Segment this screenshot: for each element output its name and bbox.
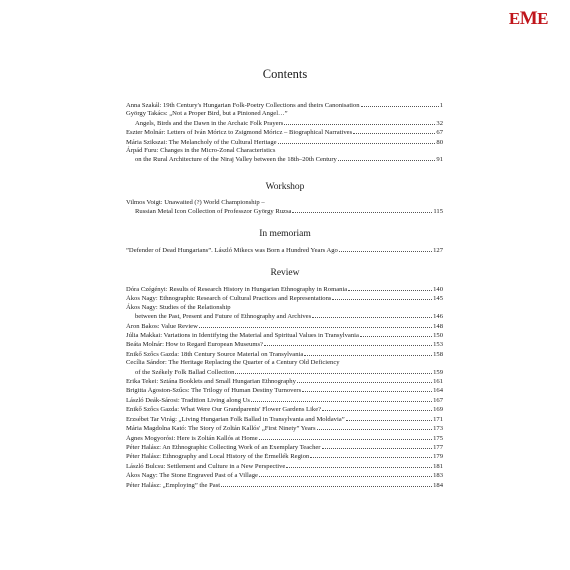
dot-leader — [361, 101, 439, 107]
dot-leader — [353, 128, 435, 134]
toc-page-number: 169 — [433, 406, 443, 414]
toc-entry[interactable] — [126, 405, 443, 414]
dot-leader — [221, 481, 432, 487]
toc-main-section — [126, 101, 443, 165]
toc-page-number: 171 — [433, 415, 443, 423]
toc-page-number: 159 — [433, 368, 443, 376]
toc-entry-text: ”Defender of Dead Hungarians”. László Mikecs was Born a Hundred Years Ago — [126, 247, 338, 254]
toc-entry-text: Áron Bakos: Value Review — [126, 322, 198, 330]
dot-leader — [312, 312, 432, 318]
dot-leader — [317, 424, 433, 430]
toc-entry[interactable] — [126, 377, 443, 386]
toc-page-number: 184 — [433, 481, 443, 489]
toc-entry[interactable] — [126, 434, 443, 443]
dot-leader — [278, 138, 436, 144]
toc-page-number: 183 — [433, 472, 443, 480]
toc-page-number: 179 — [433, 453, 443, 461]
dot-leader — [310, 452, 432, 458]
section-title-memoriam: In memoriam — [259, 229, 311, 239]
toc-entry-text: Russian Metal Icon Collection of Professzor György Ruzsa — [135, 208, 292, 216]
toc-page-number: 150 — [433, 332, 443, 340]
toc-entry-text: Erika Tekei: Sztána Booklets and Small Hungarian Ethnography — [126, 378, 296, 386]
toc-entry[interactable] — [126, 340, 443, 349]
toc-entry[interactable] — [126, 110, 443, 128]
toc-entry[interactable] — [126, 415, 443, 424]
toc-entry-text: Ágnes Mogyorósi: Here is Zoltán Kallós at Home — [126, 434, 258, 442]
toc-entry-text: Ákos Nagy: Ethnographic Research of Cultural Practices and Representations — [126, 295, 332, 303]
dot-leader — [292, 207, 432, 213]
toc-page-number: 146 — [433, 313, 443, 321]
dot-leader — [259, 434, 432, 440]
dot-leader — [284, 119, 435, 125]
toc-entry-text: Mária Magdolna Kató: The Story of Zoltán Kallós' „First Ninety” Years — [126, 425, 316, 433]
toc-entry[interactable] — [126, 386, 443, 395]
toc-entry-text: Beáta Molnár: How to Regard European Museums? — [126, 341, 263, 349]
toc-entry-text: Péter Halász: „Employing” the Past — [126, 481, 221, 489]
dot-leader — [302, 386, 432, 392]
toc-entry-text: Árpád Furu: Changes in the Micro-Zonal Characteristics — [126, 147, 276, 155]
toc-page-number: 145 — [433, 295, 443, 303]
toc-entry[interactable] — [126, 471, 443, 480]
toc-page-number: 158 — [433, 350, 443, 358]
toc-entry-text: Ákos Nagy: The Stone Engraved Past of a Village — [126, 472, 258, 480]
toc-entry-text: Eszter Molnár: Letters of Iván Móricz to Zsigmond Móricz – Biographical Narratives — [126, 129, 353, 137]
toc-page-number: 153 — [433, 341, 443, 349]
toc-review-section — [126, 285, 443, 490]
toc-page-number: 177 — [433, 443, 443, 451]
toc-page-number: 1 — [439, 102, 443, 109]
dot-leader — [322, 443, 433, 449]
toc-entry-text: Péter Halász: Ethnography and Local History of the Érmellék Region — [126, 453, 310, 461]
toc-page-number: 161 — [433, 378, 443, 386]
toc-entry-text: Ákos Nagy: Studies of the Relationship — [126, 303, 231, 311]
logo-letter-e2: E — [537, 9, 548, 28]
toc-entry-text: Cecília Sándor: The Heritage Replacing the Quarter of a Century Old Deficiency — [126, 359, 340, 367]
toc-page-number: 67 — [436, 129, 443, 137]
toc-entry[interactable] — [126, 199, 443, 217]
toc-memoriam-section — [126, 246, 443, 255]
logo-letter-m: M — [519, 8, 538, 29]
toc-entry[interactable] — [126, 147, 443, 165]
toc-entry[interactable] — [126, 424, 443, 433]
dot-leader — [286, 462, 432, 468]
dot-leader — [338, 155, 436, 161]
toc-entry[interactable] — [126, 138, 443, 147]
toc-entry-text: László Deák-Sárosi: Tradition Living along Us — [126, 396, 250, 404]
toc-entry-text: Dóra Czégényi: Results of Research History in Hungarian Ethnography in Romania — [126, 286, 348, 293]
dot-leader — [304, 350, 432, 356]
toc-entry[interactable] — [126, 396, 443, 405]
dot-leader — [297, 377, 432, 383]
toc-page-number: 32 — [436, 119, 443, 127]
dot-leader — [339, 246, 432, 252]
toc-entry-text: of the Székely Folk Ballad Collection — [135, 368, 235, 376]
toc-entry-text: Anna Szakál: 19th Century's Hungarian Folk-Poetry Collections and theirs Canonisation — [126, 102, 360, 109]
toc-entry-text: Júlia Makkai: Variations in Identifying the Material and Spiritual Values in Transylvania — [126, 332, 359, 340]
dot-leader — [199, 322, 432, 328]
toc-entry-text: on the Rural Architecture of the Niraj Valley between the 18th–20th Century — [135, 156, 337, 164]
toc-entry[interactable] — [126, 285, 443, 294]
dot-leader — [259, 471, 432, 477]
toc-entry[interactable] — [126, 462, 443, 471]
toc-entry[interactable] — [126, 452, 443, 461]
toc-page-number: 164 — [433, 387, 443, 395]
toc-page-number: 80 — [436, 138, 443, 146]
toc-entry-text: Brigitta Ágoston-Szűcs: The Trilogy of Human Destiny Turnovers — [126, 387, 302, 395]
toc-entry-text: Enikő Szőcs Gazda: 18th Century Source Material on Transylvania — [126, 350, 304, 358]
contents-title: Contents — [262, 67, 308, 81]
toc-page-number: 115 — [433, 208, 443, 216]
toc-page-number: 167 — [433, 396, 443, 404]
toc-entry[interactable] — [126, 322, 443, 331]
dot-leader — [251, 396, 432, 402]
toc-page-number: 148 — [433, 322, 443, 330]
toc-entry-text: László Bulcsu: Settlement and Culture in a New Perspective — [126, 462, 286, 470]
toc-page-number: 127 — [433, 247, 443, 254]
toc-entry-text: Angels, Birds and the Dawn in the Archaic Folk Prayers — [135, 119, 284, 127]
toc-entry-text: Enikő Szőcs Gazda: What Were Our Grandparents' Flower Gardens Like? — [126, 406, 322, 414]
toc-entry[interactable] — [126, 350, 443, 359]
section-title-review: Review — [270, 268, 300, 278]
toc-entry[interactable] — [126, 304, 443, 322]
logo-letter-e: E — [508, 9, 520, 28]
dot-leader — [332, 294, 432, 300]
toc-entry-text: Erzsébet Tar Virág: „Living Hungarian Folk Ballad in Transylvania and Moldavia” — [126, 415, 345, 423]
toc-entry[interactable] — [126, 128, 443, 137]
dot-leader — [235, 368, 432, 374]
toc-page-number: 91 — [436, 156, 443, 164]
toc-entry-text: György Takács: „Not a Proper Bird, but a Pinioned Angel…” — [126, 110, 288, 118]
toc-entry-text: Péter Halász: An Ethnographic Collecting Work of an Exemplary Teacher — [126, 443, 321, 451]
eme-logo — [509, 8, 548, 30]
dot-leader — [322, 405, 432, 411]
toc-entry-text: Vilmos Voigt: Unawaited (?) World Championship – — [126, 199, 265, 206]
dot-leader — [264, 340, 432, 346]
toc-entry[interactable] — [126, 481, 443, 490]
toc-entry[interactable] — [126, 101, 443, 110]
toc-entry-text: Mária Szikszai: The Melancholy of the Cultural Heritage — [126, 138, 277, 146]
dot-leader — [348, 285, 432, 291]
toc-page-number: 173 — [433, 425, 443, 433]
dot-leader — [360, 331, 432, 337]
toc-page-number: 175 — [433, 434, 443, 442]
toc-page-number: 181 — [433, 462, 443, 470]
dot-leader — [346, 415, 432, 421]
toc-entry[interactable] — [126, 359, 443, 377]
toc-entry[interactable] — [126, 331, 443, 340]
toc-entry[interactable] — [126, 294, 443, 303]
toc-entry[interactable] — [126, 246, 443, 255]
toc-entry[interactable] — [126, 443, 443, 452]
toc-entry-text: between the Past, Present and Future of Ethnography and Archives — [135, 313, 312, 321]
toc-workshop-section — [126, 199, 443, 217]
toc-page-number: 140 — [433, 286, 443, 293]
section-title-workshop: Workshop — [265, 182, 305, 192]
